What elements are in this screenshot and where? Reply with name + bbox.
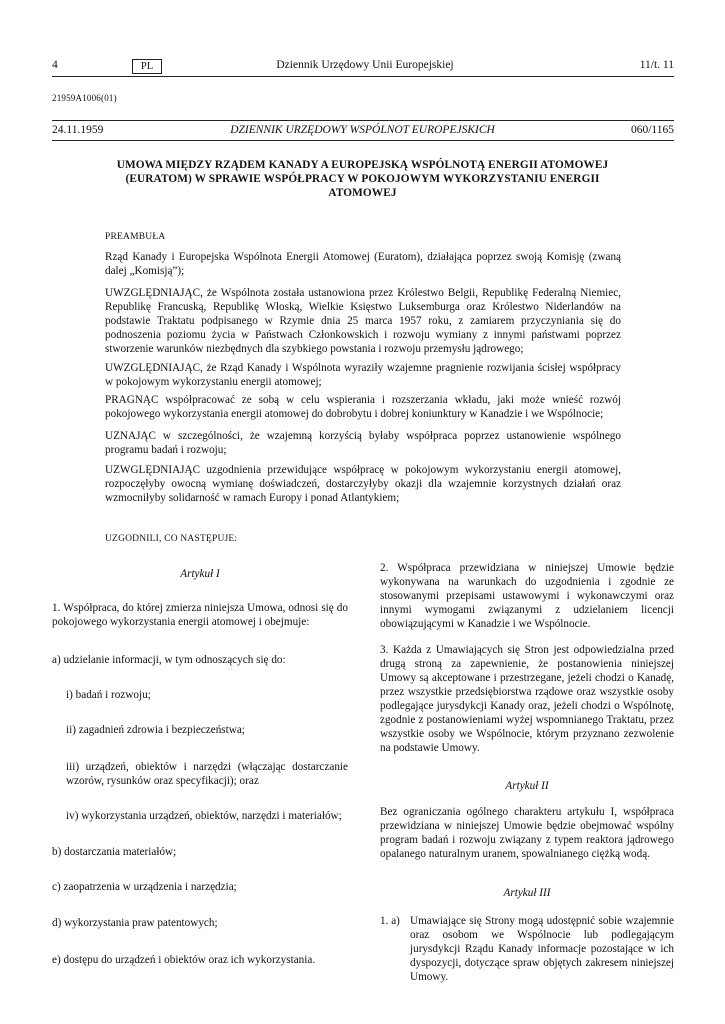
oj-reference: 060/1165: [630, 124, 674, 136]
preamble-heading: PREAMBUŁA: [105, 232, 166, 242]
header-rule: [52, 76, 674, 77]
document-id: 21959A1006(01): [52, 93, 117, 103]
page-number: 4: [52, 59, 58, 71]
list-item-a: a) udzielanie informacji, w tym odnoszących się do:: [52, 654, 286, 666]
preamble-paragraph: UWZGLĘDNIAJĄC, że Rząd Kanady i Wspólnota wyraziły wzajemne pragnienie rozwijania ścisłej współpracy w pokojowym wykorzystaniu energii atomowej;: [105, 362, 621, 388]
volume-number: 11/t. 11: [639, 59, 674, 71]
list-item-c: c) zaopatrzenia w urządzenia i narzędzia;: [52, 881, 237, 893]
list-item-ii: ii) zagadnień zdrowia i bezpieczeństwa;: [66, 724, 245, 736]
preamble-paragraph: UZNAJĄC w szczególności, że wzajemną korzyścią byłaby współpraca poprzez ustanowienie wspólnego programu badań i rozwoju;: [105, 430, 621, 456]
article-2-paragraph: Bez ograniczania ogólnego charakteru artykułu I, współpraca przewidziana w niniejszej Umowie będzie obejmować wspólny program badań i rozwoju związany z typem reaktora jądrowego opalanego naturalnym uranem, spowalnianego ciężką wodą.: [380, 806, 674, 860]
list-item-d: d) wykorzystania praw patentowych;: [52, 917, 218, 929]
article-1-paragraph-1: 1. Współpraca, do której zmierza niniejsza Umowa, odnosi się do pokojowego wykorzystania energii atomowej i obejmuje:: [52, 602, 348, 628]
oj-date: 24.11.1959: [52, 124, 104, 136]
article-2-heading: Artykuł II: [505, 780, 549, 792]
article-3-paragraph-1: Umawiające się Strony mogą udostępnić sobie wzajemnie oraz osobom we Wspólnocie lub podlegającym jurysdykcji Rządu Kanady informacje pozostające w ich dyspozycji, dotyczące spraw objętych zakresem niniejszej Umowy.: [410, 915, 674, 983]
list-item-e: e) dostępu do urządzeń i obiektów oraz ich wykorzystania.: [52, 954, 316, 966]
agreed-heading: UZGODNILI, CO NASTĘPUJE:: [105, 534, 238, 544]
journal-name: Dziennik Urzędowy Unii Europejskiej: [276, 59, 454, 71]
oj-title: DZIENNIK URZĘDOWY WSPÓLNOT EUROPEJSKICH: [230, 124, 495, 136]
list-item-b: b) dostarczania materiałów;: [52, 846, 177, 858]
list-item-i: i) badań i rozwoju;: [66, 689, 151, 701]
list-item-iii: iii) urządzeń, obiektów i narzędzi (włączając dostarczanie wzorów, rysunków oraz specyfikacji); oraz: [66, 761, 348, 787]
article-3-number: 1. a): [380, 915, 400, 927]
article-3-heading: Artykuł III: [503, 887, 551, 899]
preamble-paragraph: UZWGLĘDNIAJĄC uzgodnienia przewidujące współpracę w pokojowym wykorzystaniu energii atomowej, rozpoczęłyby owocną wymianę doświadczeń, dostarczyłyby okazji dla wzajemnie korzystnych działań oraz wzmocniłyby solidarność w ramach Europy i ponad Atlantykiem;: [105, 464, 621, 504]
article-1-paragraph-3: 3. Każda z Umawiających się Stron jest odpowiedzialna przed drugą stroną za zapewnienie, że postanowienia niniejszej Umowy są akceptowane i przestrzegane, jeżeli chodzi o Kanadę, przez wszystkie przedsiębiorstwa rządowe oraz wszystkie osoby podlegające jurysdykcji Kanady oraz, jeżeli chodzi o Wspólnotę, zgodnie z postanowieniami wyżej wspomnianego Traktatu, przez wszystkie osoby we Wspólnocie, którym przyznano zezwolenie na podstawie Umowy.: [380, 644, 674, 754]
preamble-paragraph: Rząd Kanady i Europejska Wspólnota Energii Atomowej (Euratom), działająca poprzez swoją Komisję (zwaną dalej „Komisją”);: [105, 251, 621, 277]
oj-bottom-rule: [52, 140, 674, 141]
document-title: UMOWA MIĘDZY RZĄDEM KANADY A EUROPEJSKĄ WSPÓLNOTĄ ENERGII ATOMOWEJ (EURATOM) W SPRAWIE WSPÓŁPRACY W POKOJOWYM WYKORZYSTANIU ENERGII ATOMOWEJ: [116, 159, 609, 199]
article-1-paragraph-2: 2. Współpraca przewidziana w niniejszej Umowie będzie wykonywana na warunkach do uzgodnienia i zgodnie ze stosowanymi przepisami ustawowymi i wykonawczymi oraz innymi wymogami związanymi z udzielaniem licencji obowiązującymi w Kanadzie i we Wspólnocie.: [380, 562, 674, 630]
preamble-paragraph: UWZGLĘDNIAJĄC, że Wspólnota została ustanowiona przez Królestwo Belgii, Republikę Federalną Niemiec, Republikę Francuską, Republikę Włoską, Wielkie Księstwo Luksemburga oraz Królestwo Niderlandów na podstawie Traktatu podpisanego w Rzymie dnia 25 marca 1957 roku, z zamiarem przyczyniania się do podnoszenia poziomu życia w Państwach Członkowskich i rozwoju wymiany z innymi państwami poprzez stworzenie warunków niezbędnych dla szybkiego powstania i rozwoju przemysłu jądrowego;: [105, 287, 621, 355]
article-1-heading: Artykuł I: [180, 568, 220, 580]
oj-top-rule: [52, 120, 674, 121]
preamble-paragraph: PRAGNĄC współpracować ze sobą w celu wspierania i rozszerzania wkładu, jaki może wnieść rozwój pokojowego wykorzystania energii atomowej do dobrobytu i dobrej koniunktury w Kanadzie i we Wspólnocie;: [105, 394, 621, 420]
list-item-iv: iv) wykorzystania urządzeń, obiektów, narzędzi i materiałów;: [66, 810, 342, 822]
language-badge: PL: [132, 59, 162, 74]
